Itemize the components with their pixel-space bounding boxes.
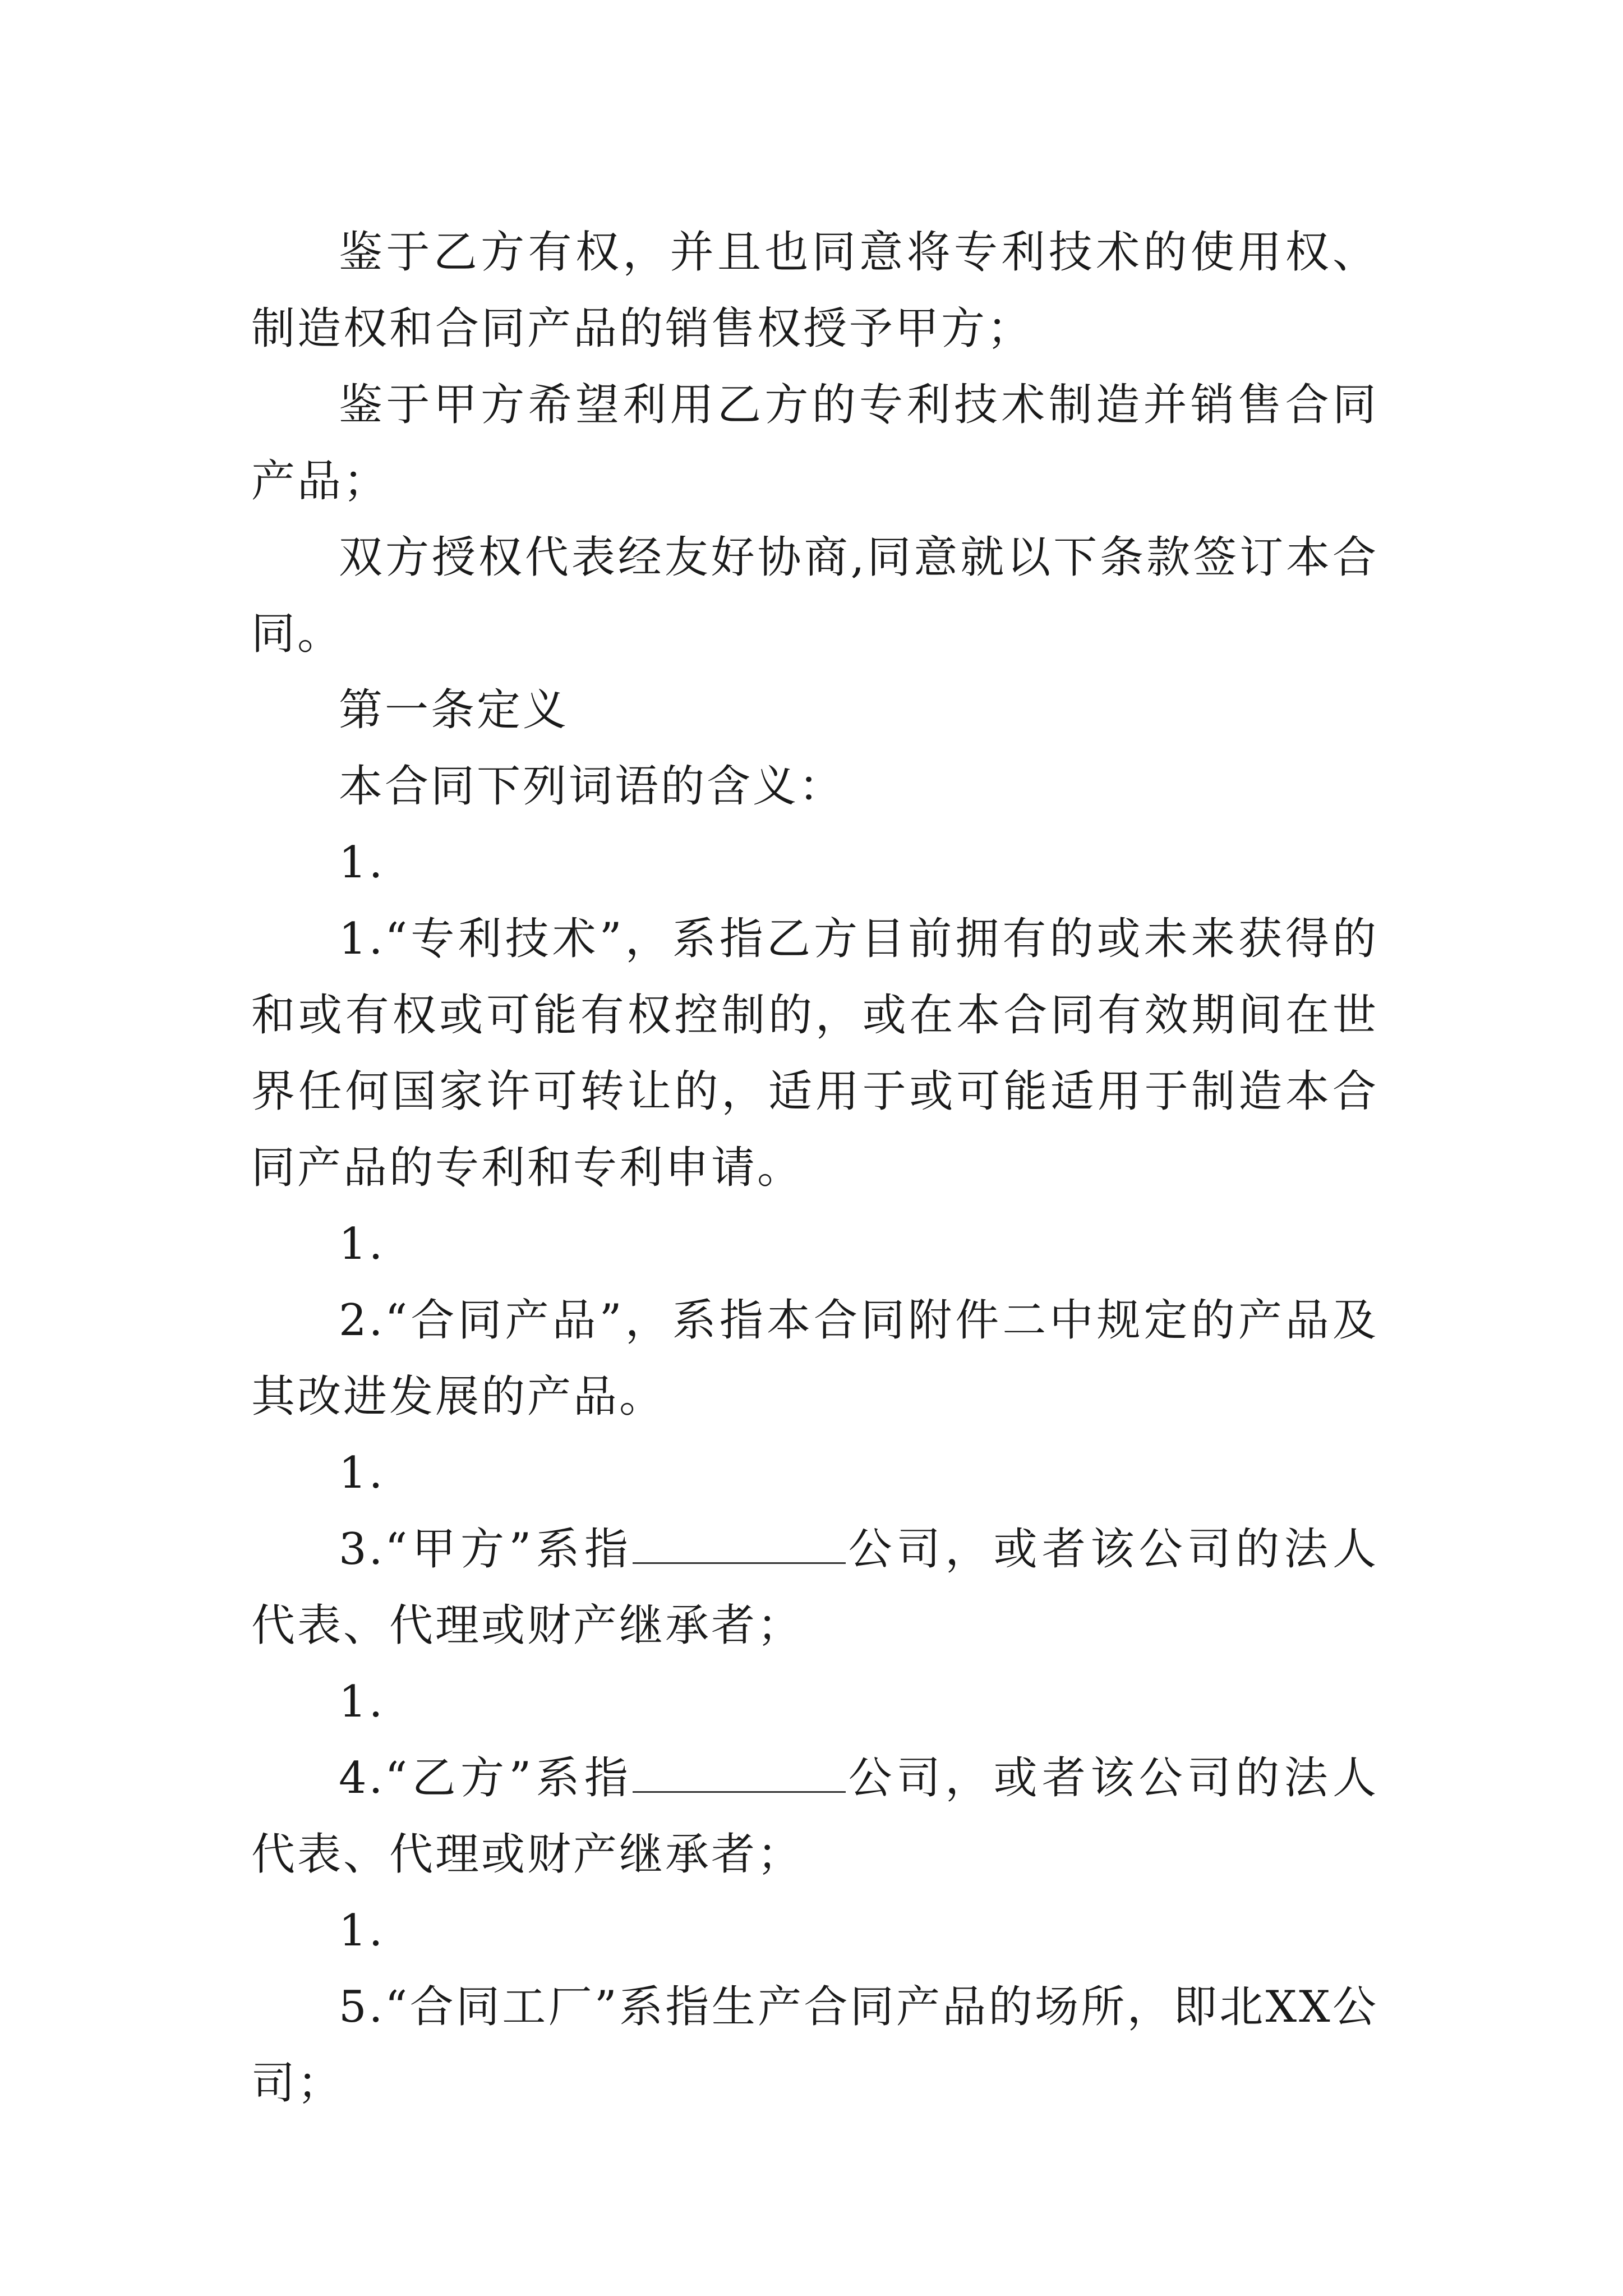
document-body <box>251 214 1378 2122</box>
definition-patent-technology: 1.“专利技术”，系指乙方目前拥有的或未来获得的和或有权或可能有权控制的，或在本合同有效期间在世界任何国家许可转让的，适用于或可能适用于制造本合同产品的专利和专利申请。 <box>251 914 1378 1193</box>
definition-party-a-lead: 3.“甲方”系指 <box>339 1524 633 1575</box>
section-number: 1. <box>339 1677 385 1727</box>
definition-party-a <box>251 1511 1378 1664</box>
definition-contract-factory: 5.“合同工厂”系指生产合同产品的场所，即北XX公司； <box>251 1982 1378 2109</box>
section-number: 1. <box>339 1219 385 1269</box>
article-heading: 第一条定义 <box>339 685 569 735</box>
party-b-name-blank <box>633 1757 846 1793</box>
agreement-statement: 双方授权代表经友好协商,同意就以下条款签订本合同。 <box>251 532 1378 659</box>
definitions-intro: 本合同下列词语的含义： <box>339 761 845 812</box>
recital-paragraph-1: 鉴于乙方有权，并且也同意将专利技术的使用权、制造权和合同产品的销售权授予甲方； <box>251 227 1378 354</box>
definition-party-a-rest: 公司，或者该公司的法人代表、代理或财产继承者； <box>251 1524 1378 1651</box>
section-number: 1. <box>339 1448 385 1498</box>
definition-party-b-rest: 公司，或者该公司的法人代表、代理或财产继承者； <box>251 1753 1378 1880</box>
section-number: 1. <box>339 838 385 888</box>
recital-paragraph-2: 鉴于甲方希望利用乙方的专利技术制造并销售合同产品； <box>251 380 1378 507</box>
section-number: 1. <box>339 1906 385 1956</box>
definition-contract-product: 2.“合同产品”，系指本合同附件二中规定的产品及其改进发展的产品。 <box>251 1295 1378 1422</box>
party-a-name-blank <box>633 1529 846 1564</box>
definition-party-b <box>251 1740 1378 1893</box>
definition-party-b-lead: 4.“乙方”系指 <box>339 1753 633 1803</box>
